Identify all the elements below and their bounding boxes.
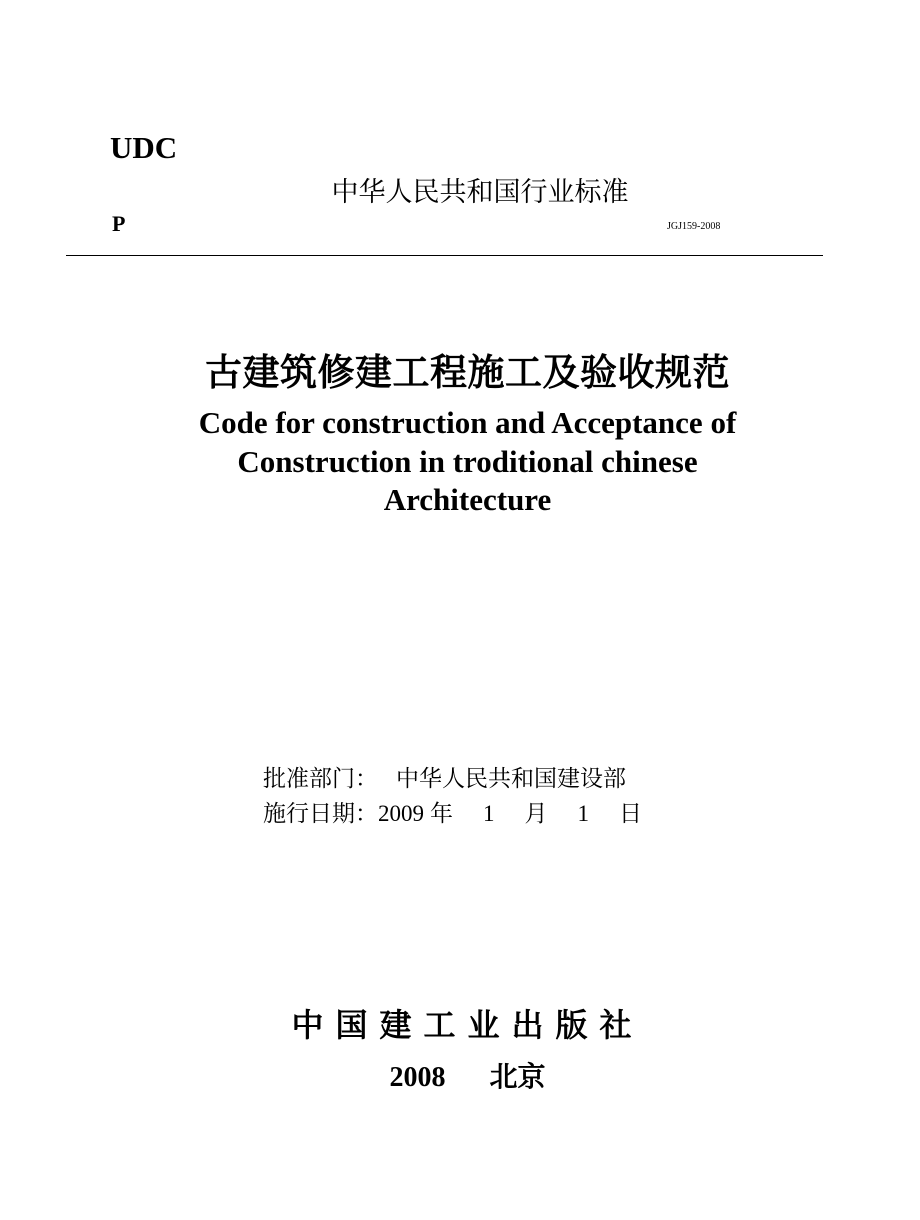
- effective-year: 2009: [378, 801, 424, 826]
- effective-day: 1: [577, 801, 589, 826]
- effective-date-label: 施行日期：: [263, 801, 378, 827]
- p-classification-label: P: [112, 211, 126, 236]
- effective-month: 1: [483, 801, 495, 826]
- title-english-line: Code for construction and Acceptance of: [198, 405, 737, 440]
- publication-line: [0, 1055, 920, 1095]
- title-english-line: Construction in troditional chinese: [237, 444, 698, 479]
- title-chinese: 古建筑修建工程施工及验收规范: [205, 351, 730, 394]
- publication-city: 北京: [489, 1060, 546, 1093]
- title-english-line: Architecture: [383, 482, 552, 517]
- day-unit: 日: [619, 801, 642, 827]
- year-unit: 年: [430, 801, 453, 827]
- approval-department-row: [263, 760, 626, 793]
- publisher-name: 中国建工业出版社: [291, 1006, 644, 1044]
- publication-year: 2008: [389, 1062, 446, 1093]
- effective-date-row: [263, 795, 642, 828]
- industry-standard-heading: 中华人民共和国行业标准: [331, 177, 629, 208]
- udc-label: UDC: [110, 130, 178, 165]
- approval-value: 中华人民共和国建设部: [396, 766, 626, 792]
- standard-number: JGJ159-2008: [667, 221, 721, 232]
- month-unit: 月: [524, 801, 548, 827]
- approval-label: 批准部门：: [263, 766, 378, 792]
- header-divider: [66, 255, 823, 256]
